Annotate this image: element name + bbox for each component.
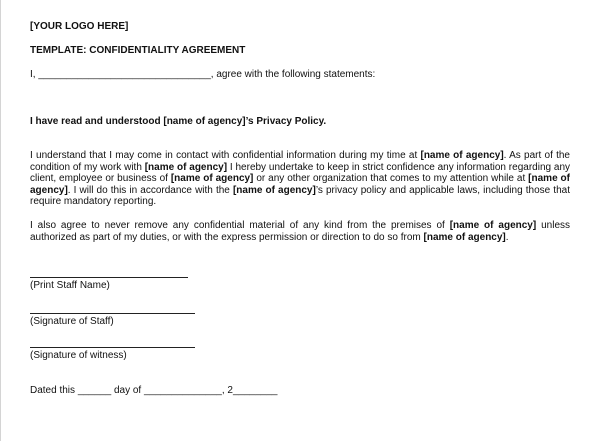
paragraph-text: I also agree to never remove any confidential material of any kind from the premises of — [30, 220, 450, 231]
page-left-edge — [0, 0, 1, 441]
intro-statement — [30, 69, 375, 81]
date-text: , 2 — [221, 385, 233, 396]
date-text: Dated this — [30, 385, 78, 396]
agency-placeholder: [name of agency] — [420, 150, 504, 161]
agency-placeholder: [name of agency] — [232, 184, 316, 196]
agency-placeholder: [name of agency] — [170, 173, 254, 185]
paragraph-text: I understand that I may come in contact with confidential information during my time at — [30, 150, 421, 161]
witness-signature-line — [30, 347, 195, 348]
staff-signature-line — [30, 313, 195, 314]
paragraph-text: I hereby undertake to keep in strict confidence any information regarding any client, employee or business of — [30, 161, 571, 185]
material-removal-paragraph — [30, 220, 570, 243]
privacy-policy-statement — [30, 116, 326, 128]
privacy-statement-text: I have read and understood — [30, 116, 164, 127]
agency-placeholder: [name of agency] — [449, 220, 537, 231]
confidentiality-paragraph — [30, 150, 570, 208]
paragraph-text: . — [505, 231, 509, 243]
logo-placeholder: [YOUR LOGO HERE] — [30, 21, 129, 32]
intro-prefix: I, — [30, 69, 39, 80]
name-blank: _______________________________ — [38, 69, 211, 80]
year-blank: ________ — [233, 385, 278, 396]
paragraph-text: unless authorized as part of my duties, or with the express permission or direction to do so from — [30, 220, 571, 243]
paragraph-text: . I will do this in accordance with the — [67, 184, 233, 196]
day-blank: ______ — [77, 385, 112, 396]
print-name-line — [30, 277, 188, 278]
agency-placeholder: [name of agency] — [163, 116, 246, 127]
paragraph-text: . As part of the condition of my work with — [30, 150, 570, 173]
month-blank: ______________ — [144, 385, 222, 396]
date-text: day of — [111, 385, 144, 396]
staff-signature-label: (Signature of Staff) — [30, 316, 114, 327]
document-title: TEMPLATE: CONFIDENTIALITY AGREEMENT — [30, 45, 246, 56]
paragraph-text: or any other organization that comes to my attention while at — [253, 173, 529, 185]
date-line — [30, 385, 278, 397]
agency-placeholder: [name of agency] — [30, 173, 570, 196]
agency-placeholder: [name of agency] — [423, 231, 506, 243]
intro-suffix: , agree with the following statements: — [210, 69, 376, 80]
agency-placeholder: [name of agency] — [144, 161, 228, 173]
paragraph-text: ’s privacy policy and applicable laws, including those that require mandatory reporting. — [30, 184, 570, 208]
privacy-statement-end: ’s Privacy Policy. — [245, 116, 327, 127]
witness-signature-label: (Signature of witness) — [30, 350, 127, 361]
print-name-label: (Print Staff Name) — [30, 280, 110, 291]
